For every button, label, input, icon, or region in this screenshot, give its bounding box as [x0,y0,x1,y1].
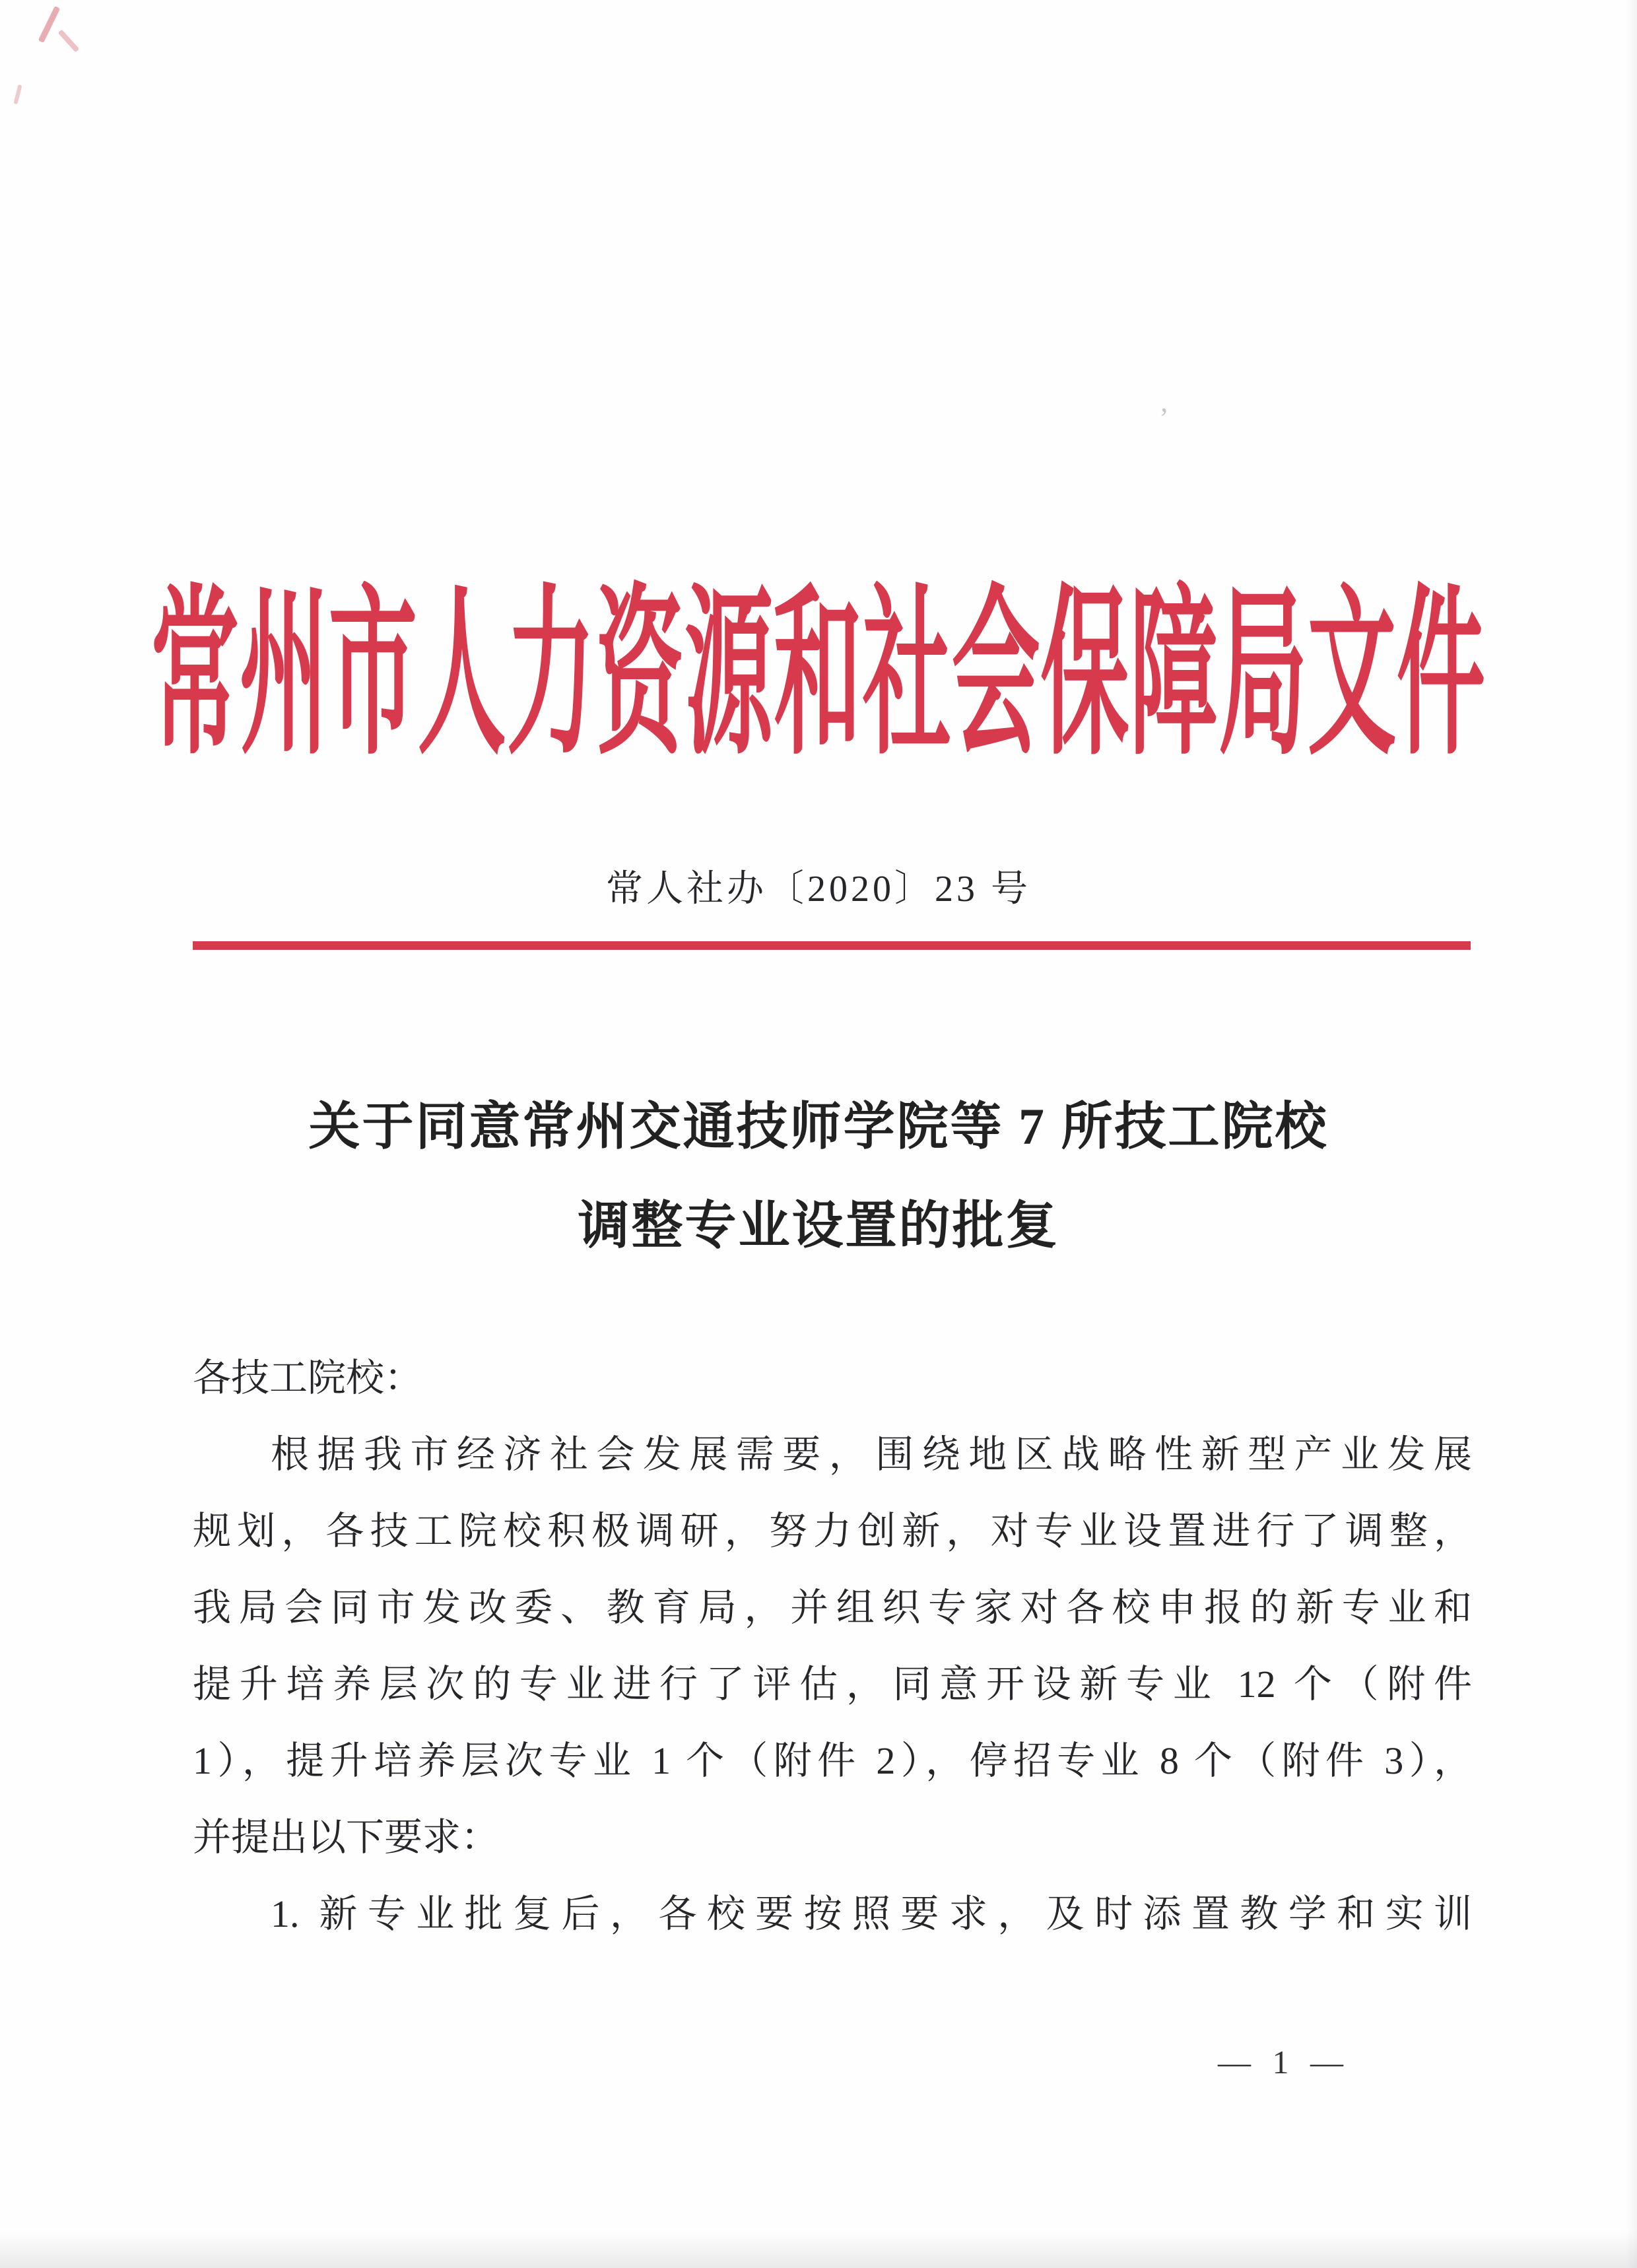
body-line: 根据我市经济社会发展需要，围绕地区战略性新型产业发展 [271,1433,1472,1476]
scan-artifact: ’ [1159,402,1169,434]
body-line: 1. 新专业批复后，各校要按照要求，及时添置教学和实训 [271,1892,1472,1935]
doc-number: 常人社办〔2020〕23 号 [606,869,1031,910]
body-line: 我局会同市发改委、教育局，并组织专家对各校申报的新专业和 [193,1586,1472,1629]
doc-title-line2: 调整专业设置的批复 [578,1197,1059,1254]
agency-header [0,528,1637,776]
body-line: 提升培养层次的专业进行了评估，同意开设新专业 12 个（附件 [193,1663,1472,1706]
salutation: 各技工院校： [193,1356,423,1399]
body-line: 规划，各技工院校积极调研，努力创新，对专业设置进行了调整， [193,1510,1472,1552]
doc-title [0,1077,1637,1275]
scan-artifact [38,6,61,43]
scan-artifact [13,84,22,105]
page-number: — 1 — [1218,2044,1350,2081]
scan-shadow [1625,0,1637,2268]
doc-title-line1: 关于同意常州交通技师学院等 7 所技工院校 [308,1098,1329,1155]
body-text [193,1340,1472,1952]
agency-header-text: 常州市人力资源和社会保障局文件 [150,574,1487,776]
scan-artifact [58,29,80,52]
body-line: 1），提升培养层次专业 1 个（附件 2），停招专业 8 个（附件 3）， [193,1739,1472,1782]
scan-shadow [0,2231,1637,2268]
body-line: 并提出以下要求： [193,1816,500,1859]
red-divider-rule [193,941,1471,950]
